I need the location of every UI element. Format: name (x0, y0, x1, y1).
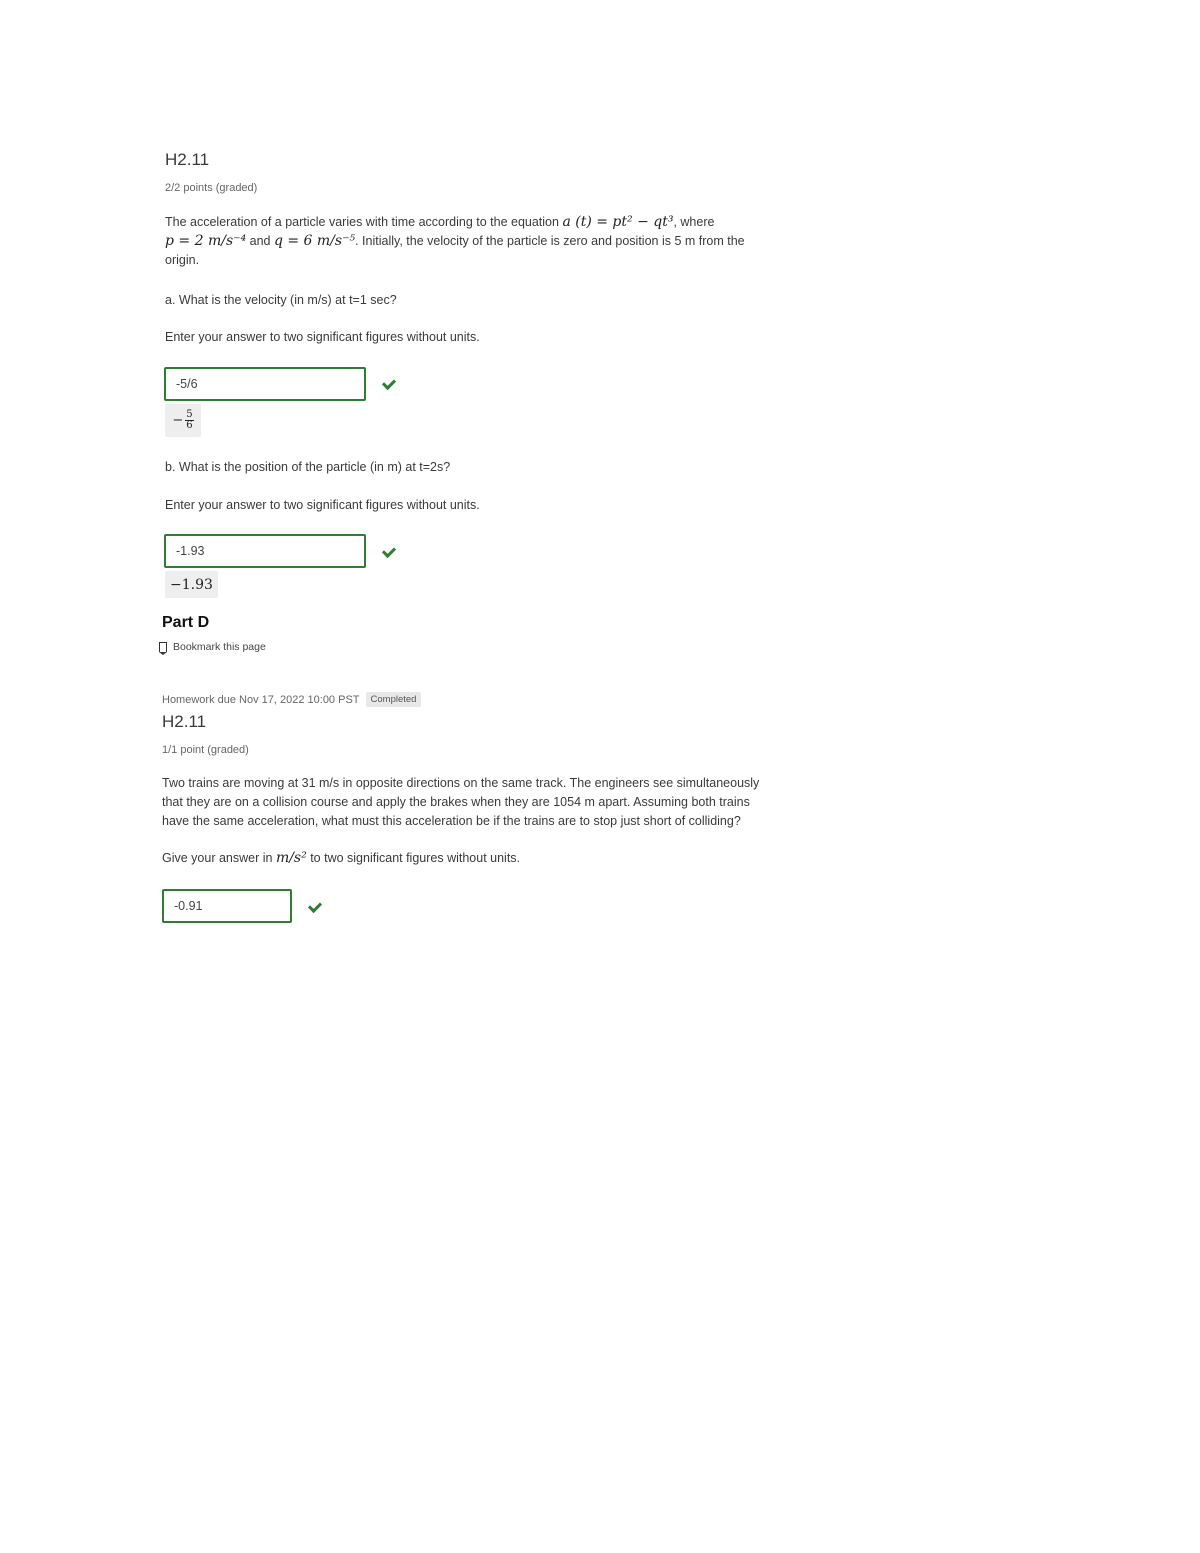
check-icon (382, 544, 396, 558)
status-badge: Completed (366, 692, 422, 707)
answer-input-b[interactable] (164, 534, 366, 568)
instruction-a: Enter your answer to two significant figures without units. (165, 330, 480, 344)
check-icon (308, 899, 322, 913)
statement-line: Two trains are moving at 31 m/s in opposite directions on the same track. The engineers see simultaneously (162, 776, 760, 790)
equation-acceleration: a (t) = pt² − qt³ (562, 214, 674, 230)
unit-equation: m/s² (275, 850, 307, 866)
statement-text: and (246, 234, 274, 248)
statement-line-2 (165, 232, 845, 251)
statement-text: , where (673, 215, 715, 229)
instruction-text: to two significant figures without units. (306, 851, 521, 865)
preview-fraction (185, 410, 193, 431)
answer-input-d[interactable] (162, 889, 292, 923)
instruction-b: Enter your answer to two significant figures without units. (165, 498, 480, 512)
instruction-d (162, 849, 520, 868)
problem-points: 2/2 points (graded) (165, 182, 258, 194)
preview-sign: − (172, 413, 184, 428)
statement-line-3: origin. (165, 253, 200, 267)
statement-line: that they are on a collision course and apply the brakes when they are 1054 m apart. Assuming both trains (162, 795, 750, 809)
preview-denominator: 6 (186, 420, 193, 431)
problem-statement-2 (162, 774, 862, 831)
problem-title-2: H2.11 (162, 712, 207, 731)
statement-line-1 (165, 213, 845, 232)
math-preview-a (165, 404, 201, 437)
problem-statement (165, 213, 845, 270)
check-icon (382, 376, 396, 390)
statement-text: The acceleration of a particle varies with time according to the equation (165, 215, 563, 229)
bookmark-icon (159, 642, 167, 652)
due-date: Homework due Nov 17, 2022 10:00 PST (162, 693, 360, 706)
question-a: a. What is the velocity (in m/s) at t=1 sec? (165, 293, 397, 307)
bookmark-label: Bookmark this page (173, 641, 266, 653)
preview-numerator: 5 (186, 409, 193, 420)
answer-input-a[interactable] (164, 367, 366, 401)
math-preview-b: −1.93 (165, 571, 218, 598)
equation-q: q = 6 m/s⁻⁵ (273, 233, 356, 249)
due-row (162, 692, 421, 707)
part-title: Part D (162, 614, 210, 631)
bookmark-button[interactable] (159, 641, 266, 653)
statement-text: . Initially, the velocity of the particle is zero and position is 5 m from the (355, 234, 745, 248)
problem-points-2: 1/1 point (graded) (162, 744, 249, 756)
problem-title: H2.11 (165, 150, 210, 169)
instruction-text: Give your answer in (162, 851, 276, 865)
equation-p: p = 2 m/s⁻⁴ (165, 233, 247, 249)
statement-line: have the same acceleration, what must this acceleration be if the trains are to stop just short of colliding? (162, 814, 741, 828)
question-b: b. What is the position of the particle (in m) at t=2s? (165, 460, 451, 474)
